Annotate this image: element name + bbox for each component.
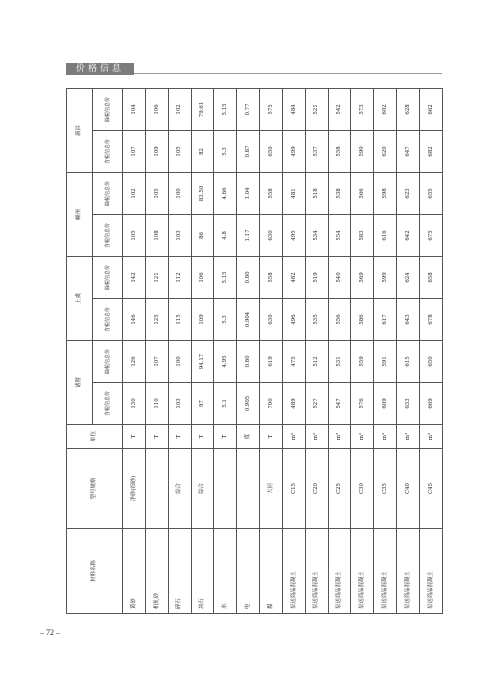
price-cell: 97	[191, 383, 214, 425]
section-divider	[134, 73, 442, 74]
header-without-tax-price: 除税信息价	[93, 88, 123, 130]
price-cell: 109	[145, 130, 168, 172]
price-cell: 484	[282, 88, 305, 130]
table-row	[260, 88, 283, 613]
spec-cell: C15	[282, 449, 305, 529]
price-cell: 558	[260, 256, 283, 298]
header-region-zhuji: 诸暨	[67, 340, 93, 424]
price-cell: 590	[351, 130, 374, 172]
price-cell: 481	[282, 172, 305, 214]
header-without-tax-price: 除税信息价	[93, 172, 123, 214]
price-cell: 521	[305, 88, 328, 130]
price-cell: 531	[328, 340, 351, 382]
header-material-name: 材料名称	[67, 529, 123, 614]
header-with-tax-price: 含税信息价	[93, 298, 123, 340]
material-name-cell: 泵送商品混凝土	[397, 529, 420, 614]
material-name-cell: 泵送商品混凝土	[305, 529, 328, 614]
price-cell: 633	[397, 383, 420, 425]
price-cell: 534	[305, 214, 328, 256]
price-cell: 108	[145, 214, 168, 256]
price-cell: 103	[168, 214, 191, 256]
price-cell: 103	[168, 383, 191, 425]
price-cell: 126	[123, 340, 146, 382]
material-name-cell: 泵送商品混凝土	[419, 529, 442, 614]
header-with-tax-price: 含税信息价	[93, 214, 123, 256]
price-cell: 575	[260, 88, 283, 130]
price-cell: 569	[351, 256, 374, 298]
price-cell: 630	[260, 214, 283, 256]
price-cell: 512	[305, 340, 328, 382]
price-cell: 0.80	[237, 340, 260, 382]
spec-cell	[237, 449, 260, 529]
material-name-cell: 电	[237, 529, 260, 614]
spec-cell: C40	[397, 449, 420, 529]
price-cell: 83.50	[191, 172, 214, 214]
spec-cell	[214, 449, 237, 529]
price-cell: 662	[419, 88, 442, 130]
spec-cell: C30	[351, 449, 374, 529]
price-cell: 650	[260, 130, 283, 172]
price-cell: 105	[168, 130, 191, 172]
price-cell: 102	[168, 88, 191, 130]
table-row	[237, 88, 260, 613]
price-cell: 700	[260, 383, 283, 425]
price-cell: 642	[397, 214, 420, 256]
price-cell: 105	[145, 172, 168, 214]
price-cell: 519	[305, 256, 328, 298]
table-row	[214, 88, 237, 613]
material-name-cell: 煤	[260, 529, 283, 614]
price-cell: 538	[328, 172, 351, 214]
price-cell: 5.15	[214, 88, 237, 130]
price-cell: 5.3	[214, 298, 237, 340]
price-cell: 489	[282, 383, 305, 425]
material-name-cell: 泵送商品混凝土	[282, 529, 305, 614]
price-cell: 643	[397, 298, 420, 340]
price-cell: 0.87	[237, 130, 260, 172]
table-row	[397, 88, 420, 613]
header-region-xinchang: 新昌	[67, 88, 93, 172]
price-cell: 107	[123, 130, 146, 172]
price-cell: 535	[305, 298, 328, 340]
price-cell: 624	[397, 256, 420, 298]
price-cell: 475	[282, 340, 305, 382]
price-cell: 107	[145, 340, 168, 382]
price-cell: 583	[351, 214, 374, 256]
price-cell: 0.905	[237, 383, 260, 425]
price-cell: 0.80	[237, 256, 260, 298]
unit-cell: T	[123, 425, 146, 449]
table-row	[374, 88, 397, 613]
price-cell: 576	[351, 383, 374, 425]
price-cell: 496	[282, 298, 305, 340]
table-row	[123, 88, 146, 613]
unit-cell: m³	[305, 425, 328, 449]
price-cell: 547	[328, 383, 351, 425]
unit-cell: m³	[351, 425, 374, 449]
price-cell: 527	[305, 383, 328, 425]
table-row	[351, 88, 374, 613]
price-cell: 623	[397, 172, 420, 214]
price-cell: 537	[305, 130, 328, 172]
table-row	[305, 88, 328, 613]
price-cell: 104	[123, 88, 146, 130]
material-name-cell: 泵送商品混凝土	[374, 529, 397, 614]
price-cell: 658	[419, 256, 442, 298]
price-cell: 573	[351, 88, 374, 130]
price-cell: 620	[374, 130, 397, 172]
unit-cell: m³	[419, 425, 442, 449]
header-unit: 单位	[67, 425, 123, 449]
price-cell: 542	[328, 88, 351, 130]
price-cell: 106	[145, 88, 168, 130]
price-cell: 655	[419, 172, 442, 214]
price-cell: 5.1	[214, 383, 237, 425]
unit-cell: 度	[237, 425, 260, 449]
price-cell: 499	[282, 130, 305, 172]
price-cell: 591	[374, 340, 397, 382]
price-table-wrapper	[66, 89, 443, 614]
price-cell: 628	[397, 88, 420, 130]
unit-cell: m³	[374, 425, 397, 449]
header-without-tax-price: 除税信息价	[93, 340, 123, 382]
price-cell: 106	[191, 256, 214, 298]
price-cell: 558	[328, 130, 351, 172]
price-cell: 609	[374, 383, 397, 425]
price-cell: 125	[145, 298, 168, 340]
table-row	[282, 88, 305, 613]
table-row	[191, 88, 214, 613]
price-cell: 678	[419, 298, 442, 340]
table-row	[168, 88, 191, 613]
price-cell: 540	[328, 256, 351, 298]
price-cell: 0.77	[237, 88, 260, 130]
price-cell: 5.3	[214, 130, 237, 172]
price-cell: 82	[191, 130, 214, 172]
unit-cell: T	[260, 425, 283, 449]
price-cell: 630	[260, 298, 283, 340]
table-row	[145, 88, 168, 613]
section-title-banner: 价格信息	[66, 63, 134, 75]
unit-cell: T	[214, 425, 237, 449]
header-region-shengzhou: 嵊州	[67, 172, 93, 256]
unit-cell: T	[168, 425, 191, 449]
price-cell: 558	[260, 172, 283, 214]
header-without-tax-price: 除税信息价	[93, 256, 123, 298]
material-name-cell: 机轧砂	[145, 529, 168, 614]
price-cell: 617	[374, 298, 397, 340]
price-cell: 556	[328, 298, 351, 340]
price-cell: 130	[123, 383, 146, 425]
spec-cell: 综合	[168, 449, 191, 529]
page-number: – 72 –	[40, 628, 60, 637]
price-cell: 100	[168, 172, 191, 214]
price-cell: 586	[351, 298, 374, 340]
price-cell: 619	[260, 340, 283, 382]
spec-cell: 大同	[260, 449, 283, 529]
header-with-tax-price: 含税信息价	[93, 383, 123, 425]
price-cell: 615	[397, 340, 420, 382]
price-cell: 598	[374, 172, 397, 214]
price-cell: 142	[123, 256, 146, 298]
spec-cell	[145, 449, 168, 529]
unit-cell: m³	[328, 425, 351, 449]
material-name-cell: 泵送商品混凝土	[328, 529, 351, 614]
unit-cell: m³	[282, 425, 305, 449]
price-cell: 110	[145, 383, 168, 425]
unit-cell: T	[191, 425, 214, 449]
material-name-cell: 黄砂	[123, 529, 146, 614]
price-cell: 650	[419, 340, 442, 382]
price-cell: 115	[168, 298, 191, 340]
price-cell: 518	[305, 172, 328, 214]
price-cell: 495	[282, 214, 305, 256]
price-cell: 102	[123, 172, 146, 214]
price-cell: 4.95	[214, 340, 237, 382]
price-cell: 112	[168, 256, 191, 298]
material-name-cell: 块石	[191, 529, 214, 614]
price-cell: 482	[282, 256, 305, 298]
price-cell: 1.04	[237, 172, 260, 214]
price-cell: 599	[374, 256, 397, 298]
price-cell: 146	[123, 298, 146, 340]
price-cell: 647	[397, 130, 420, 172]
table-row	[328, 88, 351, 613]
spec-cell: 综合	[191, 449, 214, 529]
price-cell: 566	[351, 172, 374, 214]
price-cell: 675	[419, 214, 442, 256]
header-spec: 型号规格	[67, 449, 123, 529]
price-cell: 0.904	[237, 298, 260, 340]
material-name-cell: 碎石	[168, 529, 191, 614]
price-table	[66, 88, 443, 614]
spec-cell: C45	[419, 449, 442, 529]
spec-cell: 净砂(细砂)	[123, 449, 146, 529]
material-name-cell: 泵送商品混凝土	[351, 529, 374, 614]
price-cell: 602	[374, 88, 397, 130]
price-cell: 5.15	[214, 256, 237, 298]
price-cell: 100	[168, 340, 191, 382]
spec-cell: C35	[374, 449, 397, 529]
price-cell: 86	[191, 214, 214, 256]
price-cell: 554	[328, 214, 351, 256]
price-cell: 616	[374, 214, 397, 256]
price-cell: 109	[191, 298, 214, 340]
price-cell: 105	[123, 214, 146, 256]
price-cell: 79.61	[191, 88, 214, 130]
spec-cell: C20	[305, 449, 328, 529]
header-region-shangyu: 上虞	[67, 256, 93, 340]
price-cell: 559	[351, 340, 374, 382]
price-cell: 1.17	[237, 214, 260, 256]
table-row	[419, 88, 442, 613]
unit-cell: T	[145, 425, 168, 449]
header-with-tax-price: 含税信息价	[93, 130, 123, 172]
price-cell: 4.8	[214, 214, 237, 256]
material-name-cell: 水	[214, 529, 237, 614]
price-cell: 121	[145, 256, 168, 298]
price-cell: 669	[419, 383, 442, 425]
price-cell: 4.66	[214, 172, 237, 214]
unit-cell: m³	[397, 425, 420, 449]
spec-cell: C25	[328, 449, 351, 529]
price-cell: 94.17	[191, 340, 214, 382]
price-cell: 682	[419, 130, 442, 172]
price-table-rotated	[66, 89, 443, 614]
